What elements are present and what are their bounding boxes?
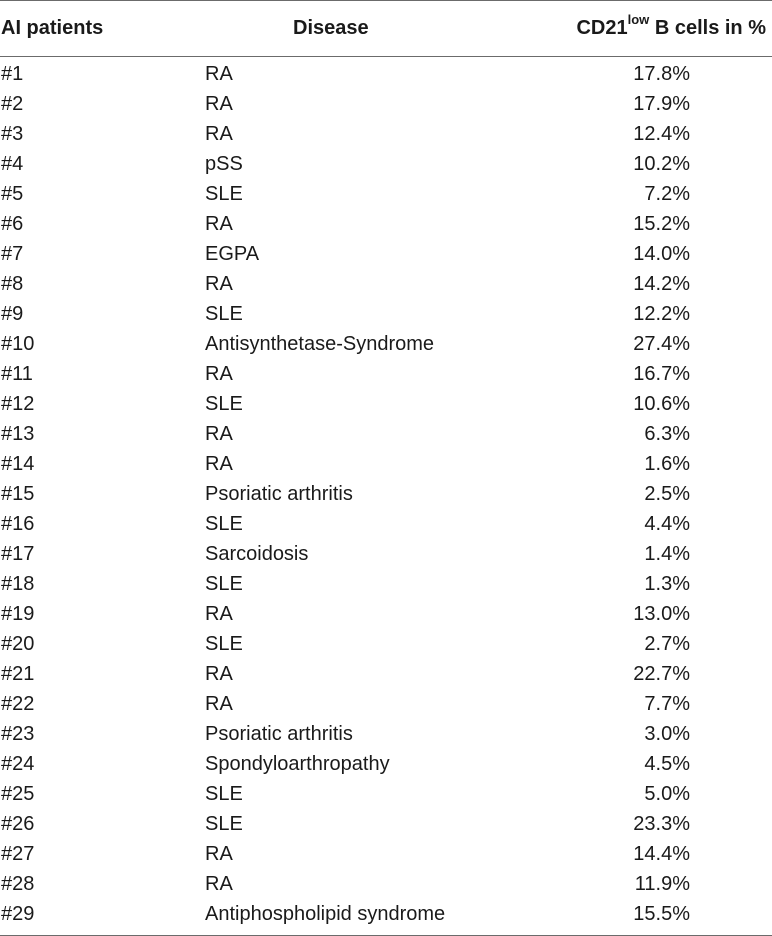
table-row <box>0 569 772 599</box>
cell-patient-id: #28 <box>1 873 35 895</box>
cell-disease: SLE <box>205 573 243 595</box>
cell-patient-id: #17 <box>1 543 35 565</box>
cell-cd21-percent: 2.5% <box>644 483 690 505</box>
table-row <box>0 509 772 539</box>
cell-cd21-percent: 27.4% <box>633 333 690 355</box>
cell-cd21-percent: 14.2% <box>633 273 690 295</box>
header-cd21-low-b-cells <box>576 12 766 40</box>
table-header-rule <box>0 56 772 57</box>
header-ai-patients: AI patients <box>1 17 104 39</box>
cell-cd21-percent: 12.4% <box>633 123 690 145</box>
cell-cd21-percent: 15.5% <box>633 903 690 925</box>
cell-cd21-percent: 11.9% <box>634 873 690 895</box>
cell-disease: Psoriatic arthritis <box>205 483 353 505</box>
table-row <box>0 479 772 509</box>
table-row <box>0 599 772 629</box>
cell-disease: RA <box>205 273 233 295</box>
cell-patient-id: #23 <box>1 723 35 745</box>
cell-patient-id: #20 <box>1 633 35 655</box>
table-row <box>0 779 772 809</box>
table-row <box>0 719 772 749</box>
cell-cd21-percent: 2.7% <box>644 633 690 655</box>
cell-patient-id: #22 <box>1 693 35 715</box>
cell-disease: Sarcoidosis <box>205 543 309 565</box>
cell-disease: Antisynthetase-Syndrome <box>205 333 435 355</box>
table-row <box>0 239 772 269</box>
cell-cd21-percent: 6.3% <box>644 423 690 445</box>
table-row <box>0 209 772 239</box>
cell-cd21-percent: 4.4% <box>644 513 690 535</box>
cell-patient-id: #27 <box>1 843 35 865</box>
cell-disease: RA <box>205 453 233 475</box>
cell-cd21-percent: 10.6% <box>633 393 690 415</box>
cell-patient-id: #12 <box>1 393 35 415</box>
cell-cd21-percent: 15.2% <box>633 213 690 235</box>
cell-patient-id: #10 <box>1 333 35 355</box>
cell-patient-id: #7 <box>1 243 24 265</box>
cell-disease: RA <box>205 873 233 895</box>
cell-disease: SLE <box>205 813 243 835</box>
cell-disease: EGPA <box>205 243 260 265</box>
cell-disease: RA <box>205 423 233 445</box>
cell-disease: RA <box>205 63 233 85</box>
cell-patient-id: #3 <box>1 123 24 145</box>
cell-cd21-percent: 3.0% <box>644 723 690 745</box>
cell-cd21-percent: 12.2% <box>633 303 690 325</box>
cell-cd21-percent: 17.8% <box>633 63 690 85</box>
cell-patient-id: #29 <box>1 903 35 925</box>
cell-patient-id: #13 <box>1 423 35 445</box>
table-row <box>0 89 772 119</box>
table-row <box>0 149 772 179</box>
table-row <box>0 389 772 419</box>
cell-patient-id: #26 <box>1 813 35 835</box>
cell-cd21-percent: 10.2% <box>633 153 690 175</box>
cell-cd21-percent: 17.9% <box>633 93 690 115</box>
table-row <box>0 689 772 719</box>
cell-disease: SLE <box>205 783 243 805</box>
cell-disease: RA <box>205 123 233 145</box>
cell-patient-id: #21 <box>1 663 35 685</box>
cell-disease: SLE <box>205 633 243 655</box>
table-row <box>0 119 772 149</box>
cell-patient-id: #14 <box>1 453 35 475</box>
cell-disease: SLE <box>205 513 243 535</box>
cell-patient-id: #15 <box>1 483 35 505</box>
cell-patient-id: #19 <box>1 603 35 625</box>
cell-patient-id: #1 <box>1 63 24 85</box>
table-row <box>0 419 772 449</box>
cell-cd21-percent: 22.7% <box>633 663 690 685</box>
cell-disease: RA <box>205 93 233 115</box>
cell-patient-id: #2 <box>1 93 24 115</box>
table-row <box>0 839 772 869</box>
cell-cd21-percent: 14.4% <box>633 843 690 865</box>
cell-cd21-percent: 4.5% <box>644 753 690 775</box>
header-cd21-prefix: CD21 <box>576 17 628 39</box>
cell-disease: RA <box>205 603 233 625</box>
table-row <box>0 539 772 569</box>
table-row <box>0 179 772 209</box>
table-row <box>0 329 772 359</box>
cell-cd21-percent: 7.7% <box>644 693 690 715</box>
cell-cd21-percent: 1.4% <box>644 543 690 565</box>
cell-cd21-percent: 5.0% <box>644 783 690 805</box>
cell-patient-id: #18 <box>1 573 35 595</box>
table-row <box>0 629 772 659</box>
cell-patient-id: #16 <box>1 513 35 535</box>
header-disease: Disease <box>293 17 369 39</box>
table-row <box>0 869 772 899</box>
table-body <box>0 59 772 929</box>
table-row <box>0 59 772 89</box>
cell-cd21-percent: 23.3% <box>633 813 690 835</box>
cell-disease: pSS <box>205 153 243 175</box>
cell-cd21-percent: 14.0% <box>633 243 690 265</box>
cell-disease: SLE <box>205 303 243 325</box>
cell-patient-id: #8 <box>1 273 24 295</box>
table-row <box>0 299 772 329</box>
cell-disease: Psoriatic arthritis <box>205 723 353 745</box>
cell-patient-id: #4 <box>1 153 24 175</box>
cell-disease: Antiphospholipid syndrome <box>205 903 446 925</box>
cell-patient-id: #5 <box>1 183 24 205</box>
cell-disease: RA <box>205 843 233 865</box>
cell-cd21-percent: 13.0% <box>633 603 690 625</box>
table-header <box>0 0 772 56</box>
table-row <box>0 749 772 779</box>
header-cd21-suffix: B cells in % <box>649 17 766 39</box>
cell-patient-id: #24 <box>1 753 35 775</box>
cell-patient-id: #6 <box>1 213 24 235</box>
cell-cd21-percent: 1.3% <box>644 573 690 595</box>
cell-patient-id: #9 <box>1 303 24 325</box>
table-row <box>0 899 772 929</box>
table-row <box>0 809 772 839</box>
table-row <box>0 269 772 299</box>
cell-disease: RA <box>205 363 233 385</box>
cell-disease: SLE <box>205 393 243 415</box>
cell-disease: RA <box>205 663 233 685</box>
cell-disease: RA <box>205 693 233 715</box>
cell-cd21-percent: 1.6% <box>644 453 690 475</box>
cell-disease: Spondyloarthropathy <box>205 753 390 775</box>
cell-cd21-percent: 16.7% <box>633 363 690 385</box>
cell-disease: RA <box>205 213 233 235</box>
header-cd21-superscript: low <box>627 12 650 28</box>
table-row <box>0 659 772 689</box>
cell-disease: SLE <box>205 183 243 205</box>
cell-patient-id: #25 <box>1 783 35 805</box>
table-row <box>0 449 772 479</box>
table-row <box>0 359 772 389</box>
cell-cd21-percent: 7.2% <box>644 183 690 205</box>
cell-patient-id: #11 <box>1 363 33 385</box>
